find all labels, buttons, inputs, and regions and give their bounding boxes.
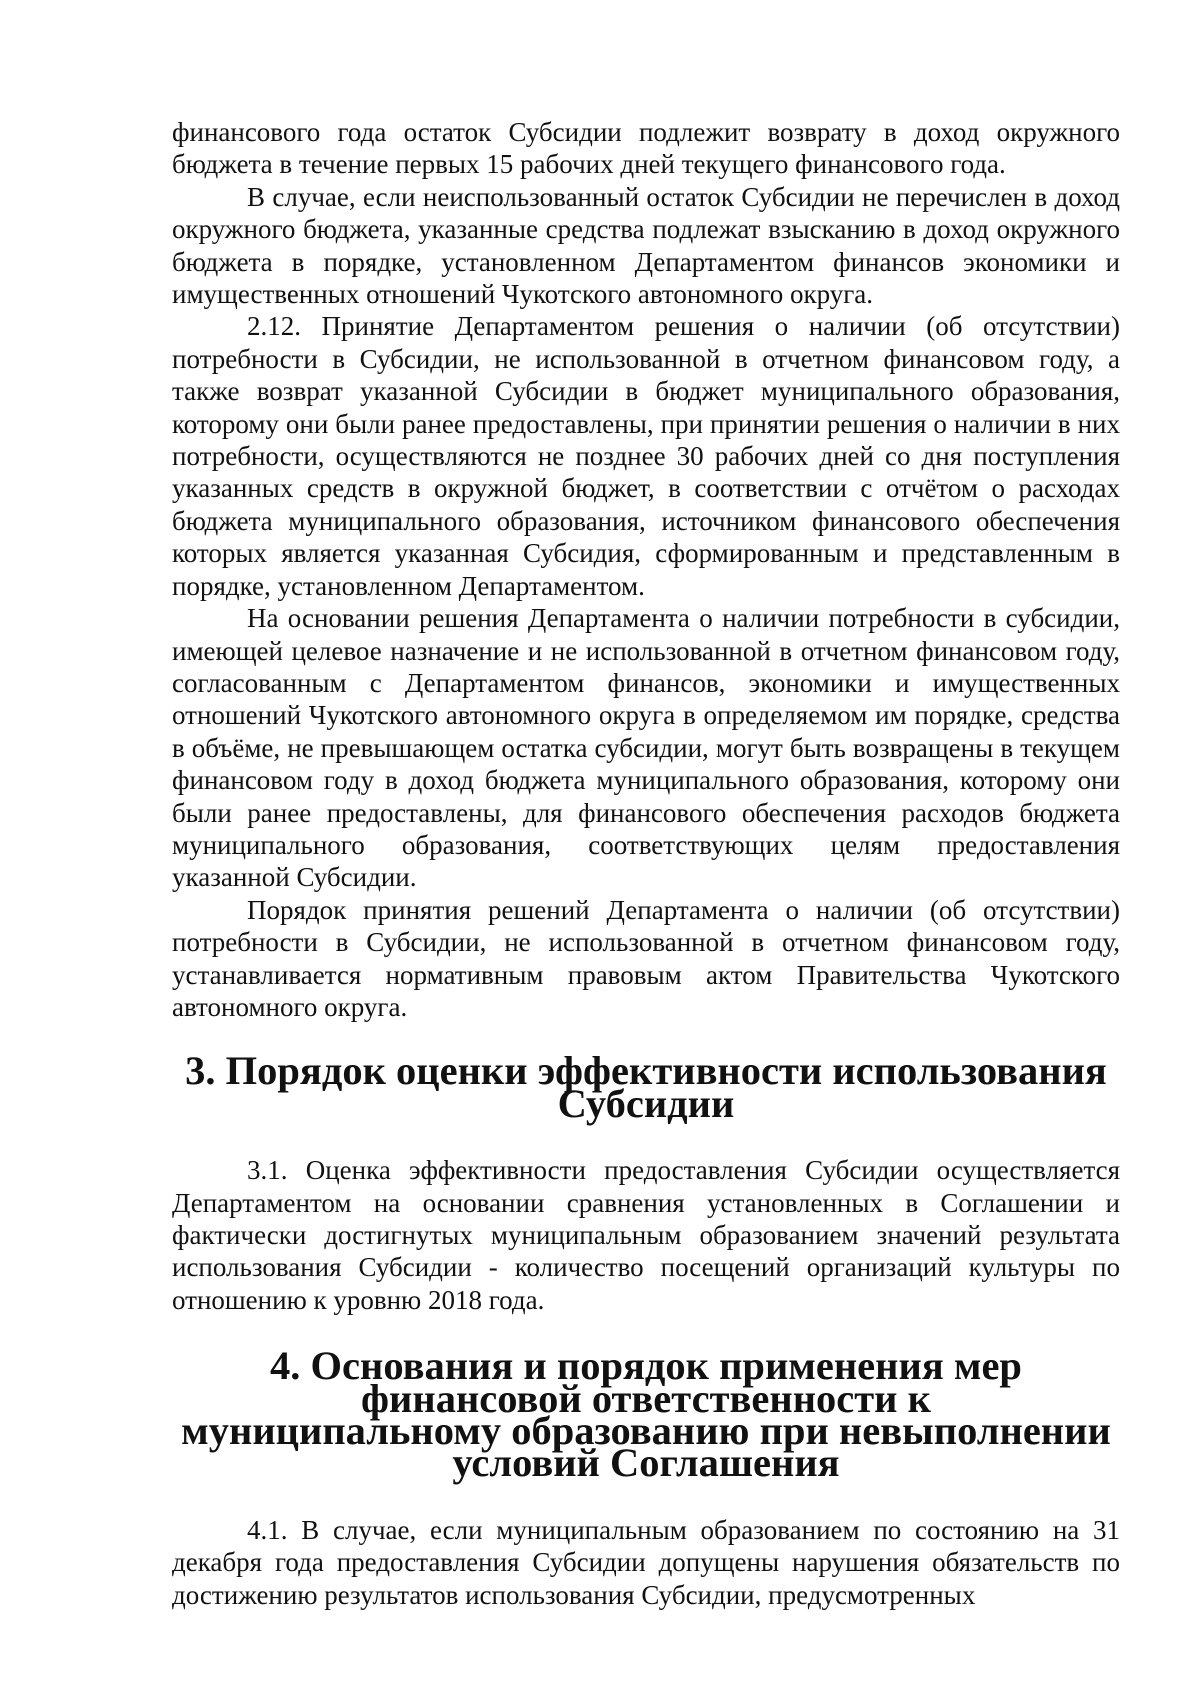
section-4-heading: [172, 1343, 1120, 1486]
paragraph-4-1: 4.1. В случае, если муниципальным образованием по состоянию на 31 декабря года предоставления Субсидии допущены нарушения обязательств по достижению результатов использования Субсидии, предусмотренных: [172, 1514, 1120, 1610]
section-3-heading: 3. Порядок оценки эффективности использования Субсидии: [185, 1048, 1107, 1126]
document-body: [172, 116, 1120, 1611]
section-4-heading-line-1: 4. Основания и порядок применения мер финансовой ответственности к: [270, 1343, 1022, 1421]
paragraph-3-1: 3.1. Оценка эффективности предоставления Субсидии осуществляется Департаментом на основании сравнения установленных в Соглашении и фактически достигнутых муниципальным образованием значений результата использования Субсидии - количество посещений организаций культуры по отношению к уровню 2018 года.: [172, 1155, 1120, 1315]
paragraph-continuation: финансового года остаток Субсидии подлежит возврату в доход окружного бюджета в течение первых 15 рабочих дней текущего финансового года.: [172, 117, 1120, 180]
paragraph-unused-balance: В случае, если неиспользованный остаток Субсидии не перечислен в доход окружного бюджета, указанные средства подлежат взысканию в доход окружного бюджета в порядке, установленном Департаментом финансов экономики и имущественных отношений Чукотского автономного округа.: [172, 181, 1120, 310]
paragraph-2-12: 2.12. Принятие Департаментом решения о наличии (об отсутствии) потребности в Субсидии, не использованной в отчетном финансовом году, а также возврат указанной Субсидии в бюджет муниципального образования, которому они были ранее предоставлены, при принятии решения о наличии в них потребности, осуществляются не позднее 30 рабочих дней со дня поступления указанных средств в окружной бюджет, в соответствии с отчётом о расходах бюджета муниципального образования, источником финансового обеспечения которых является указанная Субсидия, сформированным и представленным в порядке, установленном Департаментом.: [172, 311, 1120, 601]
section-4-heading-line-2: муниципальному образованию при невыполнении условий Соглашения: [181, 1408, 1111, 1486]
paragraph-decision-procedure: Порядок принятия решений Департамента о наличии (об отсутствии) потребности в Субсидии, не использованной в отчетном финансовом году, устанавливается нормативным правовым актом Правительства Чукотского автономного округа.: [172, 894, 1120, 1022]
paragraph-return-decision: На основании решения Департамента о наличии потребности в субсидии, имеющей целевое назначение и не использованной в отчетном финансовом году, согласованным с Департаментом финансов, экономики и имущественных отношений Чукотского автономного округа в определяемом им порядке, средства в объёме, не превышающем остатка субсидии, могут быть возвращены в текущем финансовом году в доход бюджета муниципального образования, которому они были ранее предоставлены, для финансового обеспечения расходов бюджета муниципального образования, соответствующих целям предоставления указанной Субсидии.: [172, 603, 1120, 893]
